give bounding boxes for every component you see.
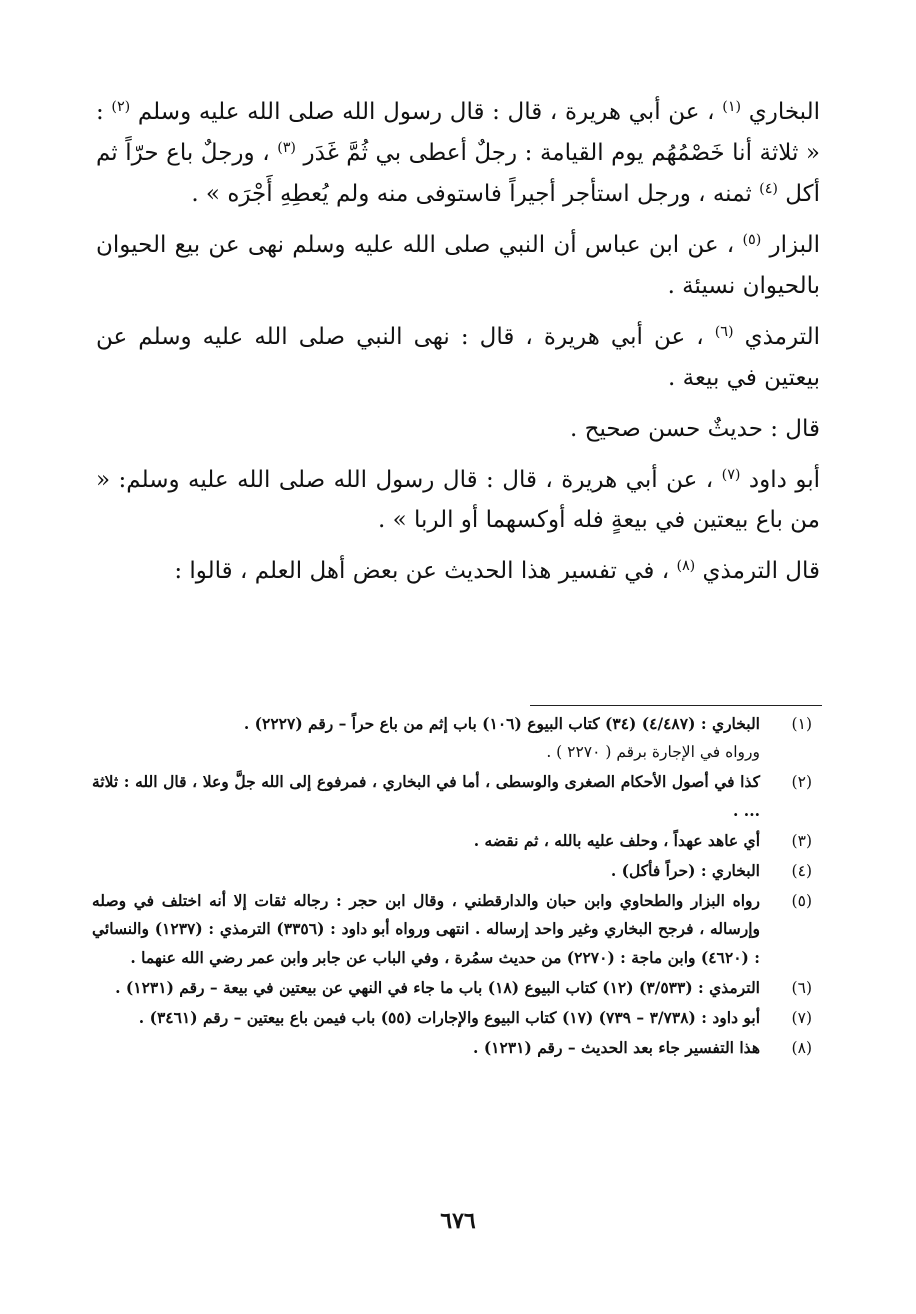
footnote [92,974,820,1002]
footnote-number: (٥) [791,892,812,911]
footnote-separator [530,705,822,706]
footnote-line: ورواه في الإجارة برقم ( ٢٢٧٠ ) . [546,743,760,762]
footnote [92,887,820,972]
footnote-text [92,974,760,1002]
footnote-line: كذا في أصول الأحكام الصغرى والوسطى ، أما في البخاري ، فمرفوع إلى الله جلَّ وعلا ، قال الله : ثلاثة ... . [92,772,760,820]
footnote-line: البخاري : (حراً فأكل) . [610,861,760,881]
footnote-text [92,857,760,885]
paragraph-text: ، عن ابن عباس أن النبي صلى الله عليه وسلم نهى عن بيع الحيوان بالحيوان نسيئة . [96,231,820,299]
paragraph-text: أبو داود [748,466,820,493]
footnote-marker: (٥) [742,231,762,248]
footnote-text [92,768,760,824]
footnote-number: (٤) [791,862,812,881]
footnote-line: أي عاهد عهداً ، وحلف عليه بالله ، ثم نقضه . [473,830,760,850]
footnote-line: أبو داود : (٣/٧٣٨ – ٧٣٩) (١٧) كتاب البيوع والإجارات (٥٥) باب فيمن باع بيعتين – رقم (٣٤٦١) . [138,1008,760,1028]
footnote-line: هذا التفسير جاء بعد الحديث – رقم (١٢٣١) . [473,1038,760,1058]
footnote [92,1004,820,1032]
footnote-text [92,1034,760,1062]
main-text [96,92,820,602]
footnote-number: (٧) [791,1009,812,1028]
footnote-text [92,710,760,766]
footnote-marker: (٤) [759,181,778,198]
footnote-line: الترمذي : (٣/٥٣٣) (١٢) كتاب البيوع (١٨) باب ما جاء في النهي عن بيعتين في بيعة – رقم (١٢٣١) . [115,977,760,997]
paragraph-text: ، عن أبي هريرة ، قال : نهى النبي صلى الله عليه وسلم عن بيعتين في بيعة . [96,323,820,391]
paragraph [96,92,820,215]
paragraph [96,317,820,399]
page-number: ٦٧٦ [440,1208,476,1234]
footnote-number: (٢) [791,773,812,792]
footnote-marker: (١) [722,99,742,116]
footnote-line: البخاري : (٤/٤٨٧) (٣٤) كتاب البيوع (١٠٦) باب إثم من باع حراً – رقم (٢٢٢٧) . [243,714,760,733]
footnote-text [92,1004,760,1032]
footnote [92,827,820,855]
paragraph-text: ، في تفسير هذا الحديث عن بعض أهل العلم ، قالوا : [174,558,670,585]
paragraph [96,551,820,592]
footnote-number: (٨) [791,1039,812,1058]
paragraph [96,409,820,450]
paragraph [96,225,820,307]
paragraph-text: ، عن أبي هريرة ، قال : قال رسول الله صلى الله عليه وسلم [137,99,715,125]
footnote [92,1034,820,1062]
footnote-marker: (٨) [676,558,696,575]
footnote-text [92,827,760,855]
footnote [92,857,820,885]
paragraph-text: قال : حديثٌ حسن صحيح . [569,415,820,442]
footnote [92,768,820,824]
footnote-marker: (٢) [111,99,131,116]
footnote-number: (٦) [791,978,812,997]
paragraph-text: قال الترمذي [702,558,820,585]
footnote-marker: (٣) [277,140,296,157]
paragraph [96,460,820,542]
paragraph-text: : « ثلاثة أنا خَصْمُهُم يوم القيامة : رجلٌ أعطى بي ثُمَّ غَدَر [96,99,820,166]
footnotes [92,710,820,1064]
paragraph-text: ، ورجلٌ باع حرّاً ثم أكل [96,139,820,207]
footnote-number: (١) [791,715,812,733]
paragraph-text: البزار [769,231,821,258]
paragraph-text: ، عن أبي هريرة ، قال : قال رسول الله صلى الله عليه وسلم: « من باع بيعتين في بيعةٍ فله أوكسهما أو الربا » . [96,466,820,534]
paragraph-text: ثمنه ، ورجل استأجر أجيراً فاستوفى منه ولم يُعطِهِ أَجْرَه » . [191,180,752,207]
footnote-number: (٣) [791,831,812,850]
footnote [92,710,820,766]
footnote-marker: (٧) [721,466,741,483]
footnote-line: رواه البزار والطحاوي وابن حبان والدارقطني ، وقال ابن حجر : رجاله ثقات إلا أنه اختلف في وصله وإرساله ، فرجح البخاري وغير واحد إرساله . انتهى ورواه أبو داود : (٣٣٥٦) الترمذي : (١٢٣٧) والنسائي : (٤٦٢٠) وابن ماجة : (٢٢٧٠) من حديث سمُرة ، وفي الباب عن جابر وابن عمر رضي الله عنهما . [92,891,760,967]
footnote-text [92,887,760,972]
footnote-marker: (٦) [714,323,734,340]
paragraph-text: البخاري [748,99,821,125]
paragraph-text: الترمذي [744,323,820,350]
